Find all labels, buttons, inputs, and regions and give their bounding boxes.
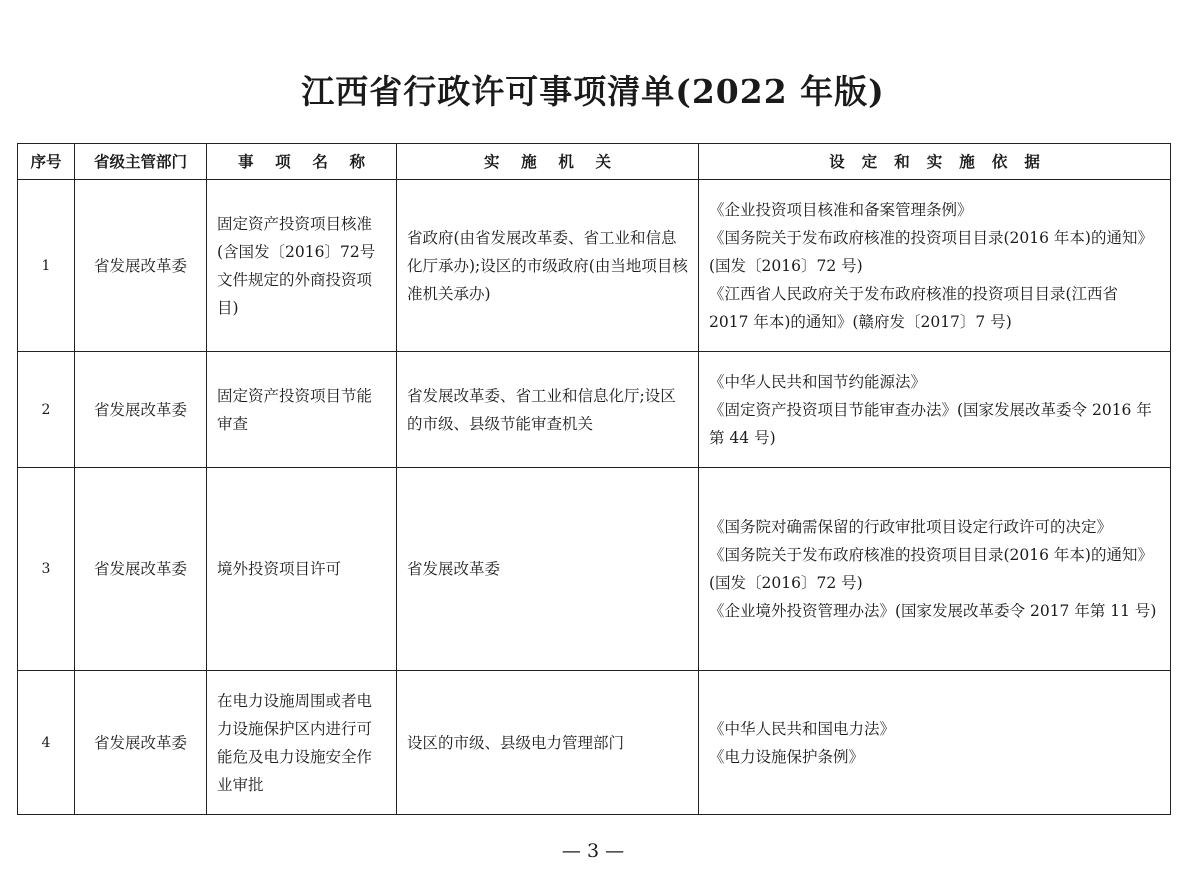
header-org: 实施机关 [397, 144, 699, 180]
basis-line: 《中华人民共和国电力法》 [709, 719, 896, 738]
page-number: — 3 — [561, 840, 625, 862]
row-no: 3 [18, 468, 75, 671]
row-org: 省发展改革委、省工业和信息化厅;设区的市级、县级节能审查机关 [397, 352, 699, 468]
row-basis [699, 352, 1171, 468]
header-dept: 省级主管部门 [75, 144, 207, 180]
row-name: 固定资产投资项目核准(含国发〔2016〕72号文件规定的外商投资项目) [207, 180, 397, 352]
basis-line: 《企业投资项目核准和备案管理条例》 [709, 200, 973, 219]
table-row [18, 352, 1171, 468]
row-no: 2 [18, 352, 75, 468]
row-basis [699, 671, 1171, 815]
header-name: 事项名称 [207, 144, 397, 180]
row-name: 境外投资项目许可 [207, 468, 397, 671]
row-no: 4 [18, 671, 75, 815]
basis-line: 《中华人民共和国节约能源法》 [709, 372, 927, 391]
page-title: 江西省行政许可事项清单(2022 年版) [301, 72, 885, 111]
header-no: 序号 [18, 144, 75, 180]
row-name: 在电力设施周围或者电力设施保护区内进行可能危及电力设施安全作业审批 [207, 671, 397, 815]
permit-list-table [17, 143, 1171, 815]
basis-line: 《国务院对确需保留的行政审批项目设定行政许可的决定》 [709, 518, 1113, 536]
basis-line: 《国务院关于发布政府核准的投资项目目录(2016 年本)的通知》(国发〔2016〕72 号) [709, 546, 1153, 592]
basis-line: 《电力设施保护条例》 [709, 747, 865, 766]
row-org: 设区的市级、县级电力管理部门 [397, 671, 699, 815]
row-basis [699, 468, 1171, 671]
basis-line: 《企业境外投资管理办法》(国家发展改革委令 2017 年第 11 号) [709, 602, 1157, 620]
table-row [18, 468, 1171, 671]
row-name: 固定资产投资项目节能审查 [207, 352, 397, 468]
row-dept: 省发展改革委 [75, 352, 207, 468]
basis-line: 《江西省人民政府关于发布政府核准的投资项目目录(江西省 2017 年本)的通知》(赣府发〔2017〕7 号) [709, 284, 1119, 331]
row-org: 省发展改革委 [397, 468, 699, 671]
basis-line: 《国务院关于发布政府核准的投资项目目录(2016 年本)的通知》(国发〔2016〕72 号) [709, 228, 1153, 275]
table-row [18, 671, 1171, 815]
row-no: 1 [18, 180, 75, 352]
row-org: 省政府(由省发展改革委、省工业和信息化厅承办);设区的市级政府(由当地项目核准机关承办) [397, 180, 699, 352]
row-basis [699, 180, 1171, 352]
row-dept: 省发展改革委 [75, 180, 207, 352]
table-row [18, 180, 1171, 352]
row-dept: 省发展改革委 [75, 468, 207, 671]
basis-line: 《固定资产投资项目节能审查办法》(国家发展改革委令 2016 年第 44 号) [709, 400, 1152, 447]
row-dept: 省发展改革委 [75, 671, 207, 815]
header-basis: 设定和实施依据 [699, 144, 1171, 180]
table-header-row [18, 144, 1171, 180]
